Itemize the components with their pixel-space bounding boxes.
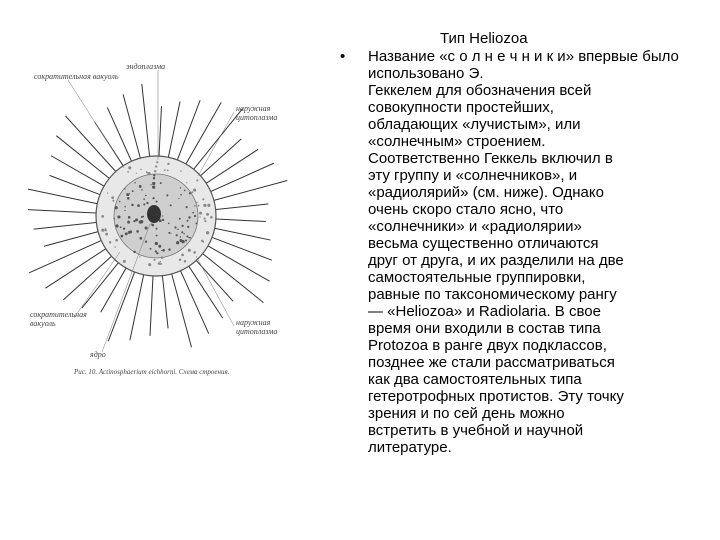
axopodium-ray — [51, 156, 106, 187]
cytoplasm-granule — [128, 231, 131, 234]
cytoplasm-granule — [115, 206, 118, 209]
cytoplasm-granule — [206, 231, 209, 234]
axopodium-ray — [34, 222, 99, 229]
axopodium-ray — [212, 180, 287, 200]
cytoplasm-granule — [156, 252, 158, 254]
cytoplasm-granule — [188, 249, 191, 252]
axopodium-ray — [206, 245, 269, 281]
cytoplasm-granule — [128, 216, 131, 219]
cytoplasm-granule — [129, 193, 130, 194]
cytoplasm-granule — [193, 189, 196, 192]
cytoplasm-granule — [204, 217, 206, 219]
cytoplasm-granule — [161, 256, 164, 259]
cytoplasm-granule — [192, 212, 194, 214]
cytoplasm-granule — [141, 216, 143, 218]
label-top-left: сократительная вакуоль — [34, 72, 119, 81]
cytoplasm-granule — [185, 239, 187, 241]
cytoplasm-granule — [181, 253, 184, 256]
cytoplasm-granule — [134, 182, 135, 183]
cytoplasm-granule — [127, 221, 130, 224]
axopodium-ray — [150, 274, 153, 336]
cytoplasm-granule — [181, 225, 183, 227]
cytoplasm-granule — [202, 198, 204, 200]
cytoplasm-granule — [147, 172, 150, 175]
cytoplasm-granule — [194, 205, 195, 206]
label-lower-left-2: вакуоль — [30, 319, 56, 328]
cytoplasm-granule — [105, 228, 106, 229]
axopodium-ray — [177, 100, 201, 162]
axopodium-ray — [180, 269, 209, 334]
cytoplasm-granule — [180, 170, 182, 172]
figure-caption: Рис. 10. Actinosphaerium eichhorni. Схема строения. — [74, 368, 230, 376]
cytoplasm-granule — [176, 234, 178, 236]
cytoplasm-granule — [118, 216, 120, 218]
cytoplasm-granule — [150, 248, 152, 250]
cytoplasm-granule — [115, 224, 118, 227]
axopodium-ray — [49, 175, 101, 195]
cytoplasm-granule — [189, 192, 191, 194]
cytoplasm-granule — [152, 186, 155, 189]
axopodium-ray — [213, 228, 271, 240]
cytoplasm-granule — [193, 251, 196, 254]
slide-body-text: Название «с о л н е ч н и к и» впервые было использовано Э. Геккелем для обозначения всей совокупности простейших, обладающих «лучистым», или «солнечным» строением. Соответственно Геккель включил в эту группу и «солнечников», и «радиолярий» (см. ниже). Однако очень скоро стало ясно, что «солнечники» и «радиолярии» весьма существенно отличаются друг от друга, и их разделили на две самостоятельные группировки, равные по таксономическому рангу — «Heliozoa» и Radiolaria. В свое время они входили в состав типа Protozoa в ранге двух подклассов, позднее же стали рассматриваться как два самостоятельных типа гетеротрофных протистов. Эту точку зрения и по сей день можно встретить в учебной и научной литературе. — [368, 48, 679, 456]
cytoplasm-granule — [179, 239, 182, 242]
cytoplasm-granule — [194, 215, 196, 217]
axopodium-ray — [142, 84, 150, 159]
cytoplasm-granule — [206, 213, 209, 216]
cytoplasm-granule — [160, 263, 162, 265]
heliozoa-illustration — [28, 56, 290, 386]
label-upper-right-2: цитоплазма — [236, 113, 278, 122]
label-pointer-line — [198, 112, 234, 176]
cytoplasm-granule — [162, 249, 165, 252]
cytoplasm-granule — [139, 185, 142, 188]
cytoplasm-granule — [166, 194, 168, 196]
cytoplasm-granule — [155, 250, 157, 252]
label-pointer-line — [196, 256, 234, 326]
cytoplasm-granule — [168, 222, 170, 224]
bullet-marker: • — [340, 48, 346, 65]
cytoplasm-granule — [156, 161, 158, 163]
cytoplasm-granule — [125, 232, 128, 235]
axopodium-ray — [210, 237, 272, 261]
cytoplasm-granule — [167, 163, 169, 165]
cytoplasm-granule — [139, 237, 142, 240]
cytoplasm-granule — [124, 188, 125, 189]
cytoplasm-granule — [156, 201, 158, 203]
cytoplasm-granule — [177, 228, 178, 229]
cytoplasm-granule — [188, 216, 190, 218]
cytoplasm-granule — [111, 196, 114, 199]
cytoplasm-granule — [156, 228, 158, 230]
cytoplasm-granule — [154, 170, 156, 172]
axopodium-ray — [205, 149, 259, 184]
axopodium-ray — [123, 94, 141, 160]
cytoplasm-granule — [155, 165, 157, 167]
cytoplasm-granule — [191, 191, 193, 193]
cytoplasm-granule — [119, 201, 121, 203]
cytoplasm-granule — [133, 251, 135, 253]
cytoplasm-granule — [168, 232, 170, 234]
cytoplasm-granule — [180, 187, 181, 188]
label-pointer-line — [68, 80, 124, 168]
cytoplasm-granule — [203, 204, 206, 207]
cytoplasm-granule — [136, 230, 139, 233]
cytoplasm-granule — [187, 220, 189, 222]
axopodium-ray — [199, 139, 241, 177]
cytoplasm-granule — [145, 241, 147, 243]
cytoplasm-granule — [204, 220, 206, 222]
cytoplasm-granule — [115, 239, 118, 242]
cytoplasm-granule — [160, 261, 162, 263]
axopodium-ray — [130, 273, 144, 341]
cytoplasm-granule — [136, 173, 137, 174]
cytoplasm-granule — [187, 226, 189, 228]
cytoplasm-granule — [197, 205, 199, 207]
cytoplasm-granule — [210, 216, 213, 219]
cytoplasm-granule — [153, 259, 155, 261]
cytoplasm-granule — [196, 179, 198, 181]
cytoplasm-granule — [202, 241, 204, 243]
cytoplasm-granule — [143, 203, 145, 205]
cytoplasm-granule — [141, 189, 143, 191]
cytoplasm-granule — [161, 250, 162, 251]
cytoplasm-granule — [146, 202, 148, 204]
cytoplasm-granule — [132, 190, 134, 192]
label-lower-right-1: наружная — [236, 318, 271, 327]
cytoplasm-granule — [153, 177, 155, 179]
cytoplasm-granule — [146, 171, 148, 173]
axopodium-ray — [44, 231, 100, 246]
cytoplasm-granule — [184, 190, 186, 192]
cytoplasm-granule — [158, 262, 161, 265]
cytoplasm-granule — [162, 219, 164, 221]
cytoplasm-granule — [113, 218, 114, 219]
cytoplasm-granule — [176, 241, 179, 244]
cytoplasm-granule — [168, 248, 170, 250]
cytoplasm-granule — [127, 171, 129, 173]
cytoplasm-granule — [133, 220, 135, 222]
cytoplasm-granule — [170, 204, 172, 206]
cytoplasm-granule — [151, 223, 152, 224]
cytoplasm-granule — [112, 200, 114, 202]
label-lower-left-1: сократительная — [30, 310, 87, 319]
cytoplasm-granule — [160, 182, 162, 184]
cytoplasm-granule — [180, 194, 182, 196]
cytoplasm-granule — [186, 235, 188, 237]
cytoplasm-granule — [143, 198, 145, 200]
axopodium-ray — [82, 261, 120, 308]
slide-title: Тип Heliozoa — [440, 30, 528, 47]
axopodium-ray — [29, 240, 103, 273]
cytoplasm-granule — [105, 233, 108, 236]
cytoplasm-granule — [120, 226, 122, 228]
axopodium-ray — [101, 266, 127, 312]
cytoplasm-granule — [140, 220, 143, 223]
axopodium-ray — [214, 219, 266, 222]
cytoplasm-granule — [183, 233, 184, 234]
label-upper-right-1: наружная — [236, 104, 271, 113]
axopodium-ray — [159, 106, 162, 158]
cytoplasm-granule — [207, 204, 210, 207]
cytoplasm-granule — [195, 223, 197, 225]
cytoplasm-granule — [124, 206, 126, 208]
cytoplasm-granule — [152, 182, 155, 185]
label-top-center: эндоплазма — [126, 62, 166, 71]
cytoplasm-granule — [137, 204, 140, 207]
cytoplasm-granule — [181, 231, 183, 233]
cytoplasm-granule — [153, 174, 155, 176]
axopodium-ray — [108, 270, 135, 341]
cytoplasm-granule — [180, 236, 181, 237]
cytoplasm-granule — [164, 169, 166, 171]
cytoplasm-granule — [174, 226, 176, 228]
cytoplasm-granule — [162, 215, 163, 216]
cytoplasm-granule — [155, 242, 158, 245]
nucleus-shape — [147, 205, 161, 223]
cytoplasm-granule — [150, 184, 151, 185]
cytoplasm-granule — [145, 226, 148, 229]
cytoplasm-granule — [156, 235, 158, 237]
label-lower-right-2: цитоплазма — [236, 327, 278, 336]
axopodium-ray — [209, 163, 274, 192]
label-bottom: ядро — [90, 350, 106, 359]
cytoplasm-granule — [123, 260, 126, 263]
cytoplasm-granule — [178, 198, 179, 199]
cytoplasm-granule — [140, 169, 141, 170]
cytoplasm-granule — [101, 229, 104, 232]
cytoplasm-granule — [121, 235, 124, 238]
cytoplasm-granule — [114, 246, 115, 247]
cytoplasm-granule — [159, 245, 161, 247]
cytoplasm-granule — [186, 182, 187, 183]
cytoplasm-granule — [107, 193, 108, 194]
axopodium-ray — [171, 272, 191, 347]
cytoplasm-granule — [170, 233, 171, 234]
axopodium-ray — [195, 259, 233, 301]
axopodium-ray — [168, 101, 180, 159]
cytoplasm-granule — [179, 218, 181, 220]
cytoplasm-granule — [148, 263, 151, 266]
cytoplasm-granule — [196, 202, 198, 204]
axopodium-ray — [162, 274, 168, 329]
cytoplasm-granule — [128, 166, 131, 169]
cytoplasm-granule — [123, 228, 125, 230]
cytoplasm-granule — [201, 213, 203, 215]
cytoplasm-granule — [179, 259, 181, 261]
cytoplasm-granule — [139, 256, 140, 257]
cytoplasm-granule — [124, 210, 125, 211]
cytoplasm-granule — [199, 216, 200, 217]
cytoplasm-granule — [145, 195, 147, 197]
cytoplasm-granule — [152, 197, 154, 199]
cytoplasm-granule — [109, 241, 111, 243]
axopodium-ray — [28, 210, 98, 214]
cytoplasm-granule — [101, 215, 104, 218]
axopodium-ray — [185, 102, 221, 165]
cytoplasm-granule — [167, 169, 169, 171]
cytoplasm-granule — [186, 206, 188, 208]
cytoplasm-granule — [184, 260, 187, 263]
cytoplasm-granule — [127, 197, 130, 200]
label-pointer-line — [74, 252, 120, 318]
cytoplasm-granule — [188, 237, 189, 238]
axopodium-ray — [63, 255, 113, 300]
cytoplasm-granule — [131, 204, 133, 206]
axopodium-ray — [214, 204, 269, 210]
